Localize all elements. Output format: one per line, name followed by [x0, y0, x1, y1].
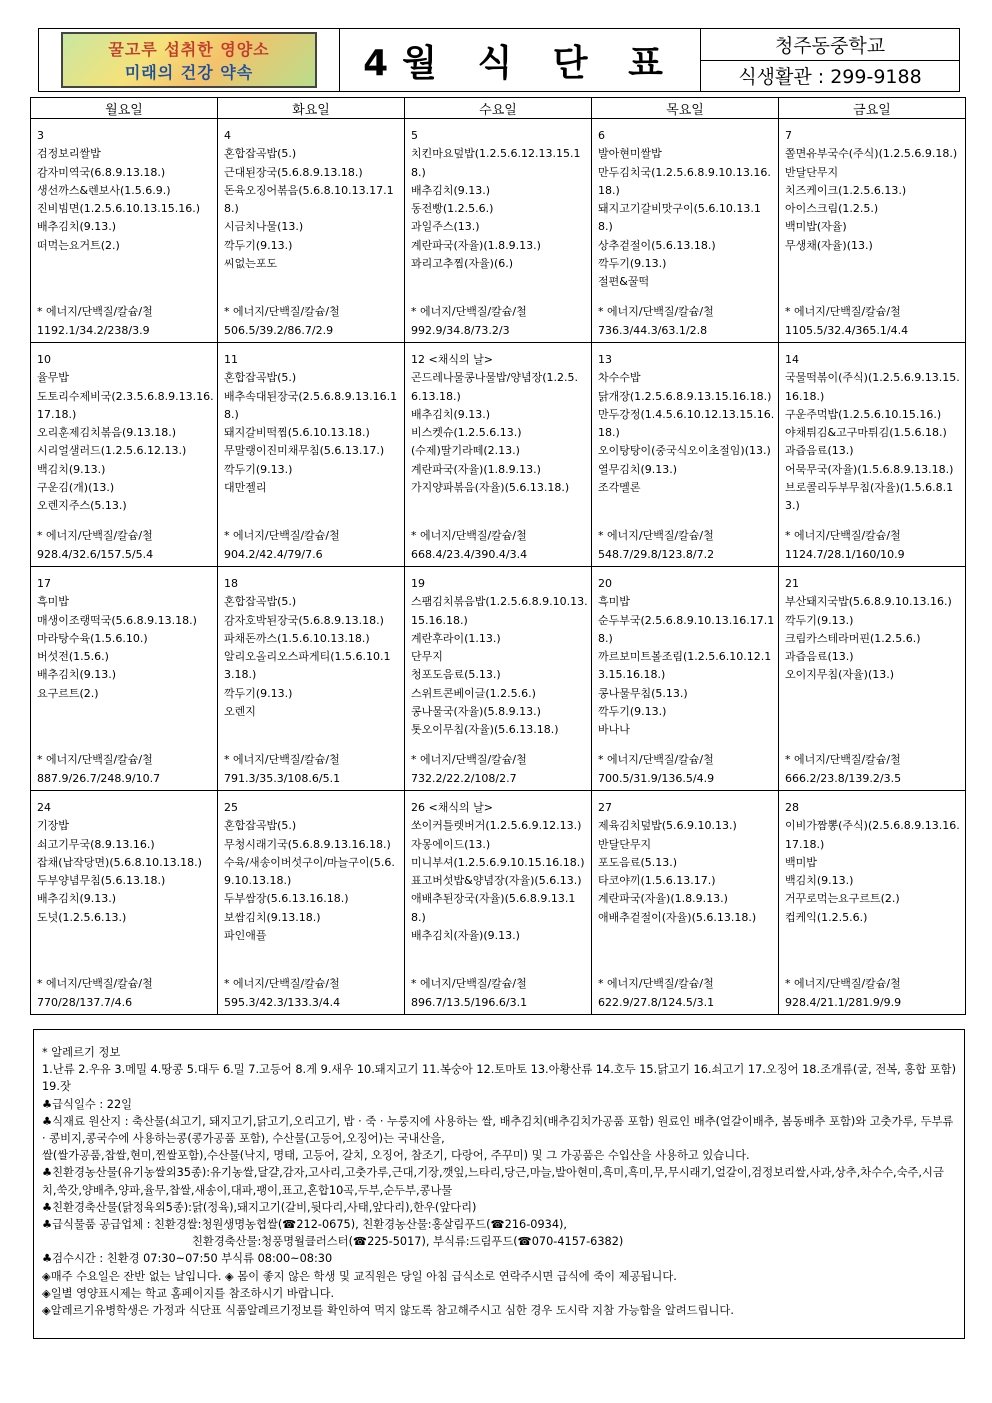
menu-item: 동전빵(1.2.5.6.) — [411, 202, 494, 216]
menu-item: 치즈케이크(1.2.5.6.13.) — [785, 183, 907, 197]
nutrition-info — [598, 975, 775, 1012]
day-cell — [31, 119, 218, 343]
day-cell — [592, 791, 779, 1015]
day-cell — [31, 343, 218, 567]
menu-item: 두부쌈장(5.6.13.16.18.) — [224, 892, 349, 906]
day-cell — [592, 343, 779, 567]
menu-item: 매생이조랭떡국(5.6.8.9.13.18.) — [37, 613, 197, 627]
day-date: 27 — [598, 801, 612, 814]
menu-item: 스팸김치볶음밥(1.2.5.6.8.9.10.13.15.16.18.) — [411, 595, 588, 627]
menu-item: 오이탕탕이(중국식오이초절임)(13.) — [598, 444, 771, 458]
menu-item: 깍두기(9.13.) — [224, 686, 293, 700]
nutrition-info — [411, 751, 588, 788]
menu-item: 배추김치(9.13.) — [37, 892, 117, 906]
menu-item: 어묵무국(자율)(1.5.6.8.9.13.18.) — [785, 462, 954, 476]
menu-item: 발아현미쌀밥 — [598, 147, 662, 161]
nutrition-values: 992.9/34.8/73.2/3 — [411, 323, 510, 337]
menu-item: 깍두기(9.13.) — [224, 462, 293, 476]
day-cell — [218, 791, 405, 1015]
menu-item: 시리얼샐러드(1.2.5.6.12.13.) — [37, 444, 187, 458]
menu-item: 돈육오징어볶음(5.6.8.10.13.17.18.) — [224, 183, 394, 216]
nutrition-label: * 에너지/단백질/칼슘/철 — [37, 305, 153, 319]
menu-item: 혼합잡곡밥(5.) — [224, 147, 297, 161]
nutrition-info — [224, 751, 401, 788]
day-date: 25 — [224, 801, 238, 814]
menu-item: 구운김(개)(13.) — [37, 481, 115, 495]
menu-item: 검정보리쌀밥 — [37, 147, 101, 161]
menu-item: 비스켓슈(1.2.5.6.13.) — [411, 426, 522, 440]
menu-item: 떠먹는요거트(2.) — [37, 238, 120, 252]
notice-line: 1.난류 2.우유 3.메밀 4.땅콩 5.대두 6.밀 7.고등어 8.게 9.새우 10.돼지고기 11.복숭아 12.토마토 13.아황산류 14.호두 15.닭고기 16.쇠고기 17.오징어 18.조개류(굴, 전복, 홍합 포함) 19.잣 — [42, 1063, 956, 1094]
menu-item: 아이스크림(1.2.5.) — [785, 202, 879, 216]
menu-item: 바나나 — [598, 723, 630, 737]
menu-item: 쇠고기무국(8.9.13.16.) — [37, 837, 155, 851]
menu-item: 무생채(자율)(13.) — [785, 238, 873, 252]
menu-item: 반달단무지 — [785, 165, 839, 179]
nutrition-info — [37, 751, 214, 788]
nutrition-info — [224, 527, 401, 564]
menu-item: 배추김치(9.13.) — [37, 668, 117, 682]
menu-item: 버섯전(1.5.6.) — [37, 650, 109, 664]
menu-item: 가지양파볶음(자율)(5.6.13.18.) — [411, 481, 570, 495]
day-cell — [405, 119, 592, 343]
nutrition-label: * 에너지/단백질/칼슘/철 — [224, 529, 340, 543]
header — [38, 28, 960, 92]
day-cell — [405, 791, 592, 1015]
menu-item: 잡채(납작당면)(5.6.8.10.13.18.) — [37, 855, 202, 869]
menu-item: 깍두기(9.13.) — [598, 705, 667, 719]
menu-item: 흑미밥 — [598, 595, 630, 609]
menu-item: 배추속대된장국(2.5.6.8.9.13.16.18.) — [224, 389, 398, 421]
menu-item: 율무밥 — [37, 371, 69, 385]
nutrition-values: 595.3/42.3/133.3/4.4 — [224, 995, 341, 1009]
nutrition-label: * 에너지/단백질/칼슘/철 — [411, 305, 527, 319]
day-cell — [779, 791, 966, 1015]
day-cell — [779, 343, 966, 567]
menu-item: 오리훈제김치볶음(9.13.18.) — [37, 426, 177, 440]
notice-line: ◈알레르기유병학생은 가정과 식단표 식품알레르기정보를 확인하여 먹지 않도록 참고해주시고 심한 경우 도시락 지참 가능함을 알려드립니다. — [42, 1304, 734, 1318]
notice-line: * 알레르기 정보 — [42, 1046, 121, 1059]
nutrition-label: * 에너지/단백질/칼슘/철 — [785, 305, 901, 319]
menu-item: 과즙음료(13.) — [785, 650, 854, 664]
day-date: 26 <채식의 날> — [411, 801, 493, 814]
menu-item: 감자호박된장국(5.6.8.9.13.18.) — [224, 613, 384, 627]
menu-item: 컵케익(1.2.5.6.) — [785, 910, 868, 924]
nutrition-values: 732.2/22.2/108/2.7 — [411, 771, 517, 785]
day-header: 금요일 — [779, 98, 966, 119]
menu-item: 혼합잡곡밥(5.) — [224, 595, 297, 609]
menu-item: 꽈리고추찜(자율)(6.) — [411, 257, 514, 271]
nutrition-label: * 에너지/단백질/칼슘/철 — [411, 529, 527, 543]
nutrition-label: * 에너지/단백질/칼슘/철 — [785, 529, 901, 543]
nutrition-info — [37, 975, 214, 1012]
menu-item: 기장밥 — [37, 819, 69, 833]
nutrition-label: * 에너지/단백질/칼슘/철 — [785, 753, 901, 767]
menu-item: 백김치(9.13.) — [785, 874, 854, 888]
menu-item: 배추김치(9.13.) — [37, 220, 117, 234]
menu-item: 치킨마요덮밥(1.2.5.6.12.13.15.18.) — [411, 147, 581, 179]
nutrition-info — [785, 527, 962, 564]
menu-item: 브로콜리두부무침(자율)(1.5.6.8.13.) — [785, 481, 954, 513]
day-cell — [405, 567, 592, 791]
menu-item: 백미밥 — [785, 855, 817, 869]
menu-item: 깍두기(9.13.) — [598, 257, 667, 271]
nutrition-info — [411, 527, 588, 564]
nutrition-label: * 에너지/단백질/칼슘/철 — [598, 753, 714, 767]
menu-item: 요구르트(2.) — [37, 686, 99, 700]
nutrition-info — [411, 303, 588, 340]
week-row — [31, 791, 966, 1015]
menu-item: 보쌈김치(9.13.18.) — [224, 910, 321, 924]
menu-item: 조각멜론 — [598, 481, 641, 495]
menu-item: 만두강정(1.4.5.6.10.12.13.15.16.18.) — [598, 407, 775, 440]
nutrition-label: * 에너지/단백질/칼슘/철 — [785, 977, 901, 991]
menu-item: 애배추겉절이(자율)(5.6.13.18.) — [598, 910, 757, 924]
menu-item: 만두김치국(1.2.5.6.8.9.10.13.16.18.) — [598, 165, 771, 197]
logo-slogan-1: 꿀고루 섭취한 영양소 — [108, 40, 270, 59]
menu-item: 마라탕수육(1.5.6.10.) — [37, 631, 148, 645]
menu-item: 백미밥(자율) — [785, 220, 847, 234]
menu-item: 오이지무침(자율)(13.) — [785, 668, 895, 682]
logo-slogan-2: 미래의 건강 약속 — [124, 63, 254, 82]
menu-item: 미니부셔(1.2.5.6.9.10.15.16.18.) — [411, 855, 585, 869]
week-row — [31, 119, 966, 343]
menu-item: 계란파국(자율)(1.8.9.13.) — [411, 238, 541, 252]
day-date: 28 — [785, 801, 799, 814]
logo-banner — [61, 32, 317, 88]
day-date: 24 — [37, 801, 51, 814]
notice-line: ♣급식물품 공급업체 : 친환경쌀:청원생명농협쌀(☎212-0675), 친환경농산물:홍살림푸드(☎216-0934), — [42, 1218, 568, 1232]
nutrition-label: * 에너지/단백질/칼슘/철 — [37, 529, 153, 543]
notes-box — [33, 1029, 965, 1339]
menu-item: 흑미밥 — [37, 595, 69, 609]
nutrition-info — [785, 303, 962, 340]
nutrition-values: 622.9/27.8/124.5/3.1 — [598, 995, 715, 1009]
day-header: 화요일 — [218, 98, 405, 119]
menu-item: 닭개장(1.2.5.6.8.9.13.15.16.18.) — [598, 389, 772, 403]
menu-item: 배추김치(9.13.) — [411, 183, 491, 197]
notice-line: ◈일별 영양표시제는 학교 홈페이지를 참조하시기 바랍니다. — [42, 1286, 335, 1300]
nutrition-values: 928.4/32.6/157.5/5.4 — [37, 547, 154, 561]
nutrition-label: * 에너지/단백질/칼슘/철 — [598, 305, 714, 319]
menu-item: 계란후라이(1.13.) — [411, 631, 501, 645]
day-date: 19 — [411, 577, 425, 590]
nutrition-label: * 에너지/단백질/칼슘/철 — [411, 977, 527, 991]
notice-line: 친환경축산물:청풍명월클러스터(☎225-5017), 부식류:드림푸드(☎070-4157-6382) — [192, 1235, 624, 1249]
day-header: 수요일 — [405, 98, 592, 119]
day-cell — [779, 119, 966, 343]
nutrition-info — [598, 751, 775, 788]
day-date: 6 — [598, 129, 605, 142]
day-cell — [779, 567, 966, 791]
nutrition-info — [785, 975, 962, 1012]
menu-item: 이비가짬뽕(주식)(2.5.6.8.9.13.16.17.18.) — [785, 819, 960, 851]
day-cell — [218, 119, 405, 343]
menu-item: 곤드레나물콩나물밥/양념장(1.2.5.6.13.18.) — [411, 371, 578, 403]
menu-item: 파인애플 — [224, 929, 267, 943]
day-date: 10 — [37, 353, 51, 366]
menu-item: 스위트콘베이글(1.2.5.6.) — [411, 686, 536, 700]
menu-item: 계란파국(자율)(1.8.9.13.) — [411, 462, 541, 476]
nutrition-values: 887.9/26.7/248.9/10.7 — [37, 771, 161, 785]
nutrition-label: * 에너지/단백질/칼슘/철 — [224, 977, 340, 991]
menu-item: 제육김치덮밥(5.6.9.10.13.) — [598, 819, 737, 833]
day-cell — [31, 791, 218, 1015]
nutrition-label: * 에너지/단백질/칼슘/철 — [598, 977, 714, 991]
nutrition-values: 1124.7/28.1/160/10.9 — [785, 547, 905, 561]
nutrition-info — [37, 527, 214, 564]
menu-item: 국물떡볶이(주식)(1.2.5.6.9.13.15.16.18.) — [785, 371, 960, 403]
menu-item: 타코야끼(1.5.6.13.17.) — [598, 874, 716, 888]
nutrition-label: * 에너지/단백질/칼슘/철 — [598, 529, 714, 543]
notice-line: ♣급식일수 : 22일 — [42, 1097, 133, 1111]
day-cell — [592, 567, 779, 791]
menu-item: 구운주먹밥(1.2.5.6.10.15.16.) — [785, 407, 942, 421]
menu-item: 까르보미트볼조림(1.2.5.6.10.12.13.15.16.18.) — [598, 650, 772, 682]
menu-item: 진비빔면(1.2.5.6.10.13.15.16.) — [37, 202, 201, 216]
menu-item: (수제)딸기라떼(2.13.) — [411, 444, 520, 458]
nutrition-values: 666.2/23.8/139.2/3.5 — [785, 771, 902, 785]
nutrition-label: * 에너지/단백질/칼슘/철 — [224, 753, 340, 767]
cafeteria-phone: 식생활관 : 299-9188 — [701, 60, 959, 92]
nutrition-info — [411, 975, 588, 1012]
menu-item: 알리오올리오스파게티(1.5.6.10.13.18.) — [224, 650, 391, 682]
day-date: 18 — [224, 577, 238, 590]
day-header-row — [31, 98, 966, 119]
week-row — [31, 343, 966, 567]
menu-item: 생선까스&렌보사(1.5.6.9.) — [37, 183, 171, 197]
day-date: 4 — [224, 129, 231, 142]
nutrition-label: * 에너지/단백질/칼슘/철 — [411, 753, 527, 767]
menu-item: 혼합잡곡밥(5.) — [224, 371, 297, 385]
nutrition-info — [37, 303, 214, 340]
menu-item: 무말랭이진미채무침(5.6.13.17.) — [224, 444, 385, 458]
menu-item: 혼합잡곡밥(5.) — [224, 819, 297, 833]
menu-item: 열무김치(9.13.) — [598, 462, 678, 476]
day-header: 목요일 — [592, 98, 779, 119]
menu-item: 두부양념무침(5.6.13.18.) — [37, 874, 166, 888]
nutrition-info — [224, 975, 401, 1012]
menu-item: 부산돼지국밥(5.6.8.9.10.13.16.) — [785, 595, 952, 609]
menu-item: 청포도음료(5.13.) — [411, 668, 501, 682]
menu-item: 애배추된장국(자율)(5.6.8.9.13.18.) — [411, 892, 576, 924]
day-date: 3 — [37, 129, 44, 142]
menu-item: 자몽에이드(13.) — [411, 837, 491, 851]
day-cell — [218, 567, 405, 791]
menu-item: 표고버섯밥&양념장(자율)(5.6.13.) — [411, 874, 582, 888]
notice-line: 쌀(쌀가공품,찹쌀,현미,찐쌀포함),수산물(낙지, 명태, 고등어, 갈치, 오징어, 참조기, 다랑어, 주꾸미) 및 그 가공품은 수입산을 사용하고 있습니다. — [42, 1149, 750, 1163]
menu-item: 오렌지주스(5.13.) — [37, 499, 127, 513]
menu-item: 무청시래기국(5.6.8.9.13.16.18.) — [224, 837, 391, 851]
menu-item: 파채돈까스(1.5.6.10.13.18.) — [224, 631, 370, 645]
menu-item: 배추김치(자율)(9.13.) — [411, 929, 520, 943]
nutrition-info — [598, 303, 775, 340]
day-date: 5 — [411, 129, 418, 142]
menu-table — [30, 97, 966, 1015]
menu-item: 콩나물무침(5.13.) — [598, 686, 688, 700]
menu-item: 깍두기(9.13.) — [785, 613, 854, 627]
menu-item: 차수수밥 — [598, 371, 641, 385]
nutrition-values: 770/28/137.7/4.6 — [37, 995, 133, 1009]
day-date: 7 — [785, 129, 792, 142]
menu-item: 근대된장국(5.6.8.9.13.18.) — [224, 165, 363, 179]
menu-item: 야채튀김&고구마튀김(1.5.6.18.) — [785, 426, 947, 440]
day-header: 월요일 — [31, 98, 218, 119]
menu-item: 톳오이무침(자율)(5.6.13.18.) — [411, 723, 559, 737]
nutrition-values: 506.5/39.2/86.7/2.9 — [224, 323, 334, 337]
menu-item: 쫄면유부국수(주식)(1.2.5.6.9.18.) — [785, 147, 958, 161]
day-cell — [218, 343, 405, 567]
day-cell — [592, 119, 779, 343]
menu-item: 백김치(9.13.) — [37, 462, 106, 476]
day-cell — [31, 567, 218, 791]
menu-item: 콩나물국(자율)(5.8.9.13.) — [411, 705, 541, 719]
nutrition-values: 904.2/42.4/79/7.6 — [224, 547, 323, 561]
menu-item: 돼지고기갈비맛구이(5.6.10.13.18.) — [598, 202, 761, 234]
menu-item: 과일주스(13.) — [411, 220, 480, 234]
notice-line: ♣친환경축산물(닭정육외5종):닭(정육),돼지고기(갈비,뒷다리,사태,앞다리),한우(앞다리) — [42, 1200, 477, 1214]
nutrition-info — [598, 527, 775, 564]
notice-line: ♣검수시간 : 친환경 07:30~07:50 부식류 08:00~08:30 — [42, 1252, 333, 1266]
menu-item: 감자미역국(6.8.9.13.18.) — [37, 165, 166, 179]
menu-item: 오렌지 — [224, 705, 256, 719]
menu-item: 반달단무지 — [598, 837, 652, 851]
menu-item: 도넛(1.2.5.6.13.) — [37, 910, 127, 924]
school-info — [701, 29, 959, 91]
menu-item: 쏘이커틀렛버거(1.2.5.6.9.12.13.) — [411, 819, 582, 833]
school-name: 청주동중학교 — [774, 34, 886, 57]
notice-line: ♣친환경농산물(유기농쌀외35종):유기농쌀,달걀,감자,고사리,고춧가루,근대,기장,깻잎,느타리,당근,마늘,발아현미,흑미,흑미,무,무시래기,얼갈이,검정보리쌀,사과,상추,차수수,숙주,시금치,쑥갓,양배추,양파,율무,찹쌀,새송이,대파,팽이,표고,혼합10곡,두부,순두부,콩나물 — [42, 1166, 944, 1197]
day-date: 13 — [598, 353, 612, 366]
nutrition-values: 896.7/13.5/196.6/3.1 — [411, 995, 528, 1009]
nutrition-values: 1105.5/32.4/365.1/4.4 — [785, 323, 909, 337]
nutrition-values: 791.3/35.3/108.6/5.1 — [224, 771, 341, 785]
nutrition-info — [785, 751, 962, 788]
page-title: 4월 식 단 표 — [340, 29, 701, 91]
day-date: 21 — [785, 577, 799, 590]
menu-item: 과즙음료(13.) — [785, 444, 854, 458]
menu-item: 절편&꿀떡 — [598, 275, 650, 289]
logo-area — [39, 29, 340, 91]
nutrition-label: * 에너지/단백질/칼슘/철 — [224, 305, 340, 319]
day-date: 20 — [598, 577, 612, 590]
menu-item: 단무지 — [411, 650, 443, 664]
day-cell — [405, 343, 592, 567]
menu-item: 도토리수제비국(2.3.5.6.8.9.13.16.17.18.) — [37, 389, 214, 421]
day-date: 11 — [224, 353, 238, 366]
menu-item: 순두부국(2.5.6.8.9.10.13.16.17.18.) — [598, 613, 775, 645]
nutrition-values: 928.4/21.1/281.9/9.9 — [785, 995, 902, 1009]
menu-item: 씨없는포도 — [224, 257, 278, 271]
nutrition-values: 548.7/29.8/123.8/7.2 — [598, 547, 715, 561]
menu-item: 크림카스테라머핀(1.2.5.6.) — [785, 631, 921, 645]
menu-item: 거꾸로먹는요구르트(2.) — [785, 892, 900, 906]
nutrition-values: 736.3/44.3/63.1/2.8 — [598, 323, 708, 337]
notice-line: ◈매주 수요일은 잔반 없는 날입니다. ◈ 몸이 좋지 않은 학생 및 교직원은 당일 아침 급식소로 연락주시면 급식에 죽이 제공됩니다. — [42, 1269, 677, 1283]
menu-item: 수육/새송이버섯구이/마늘구이(5.6.9.10.13.18.) — [224, 855, 395, 888]
menu-item: 대만젤리 — [224, 481, 267, 495]
menu-item: 포도음료(5.13.) — [598, 855, 678, 869]
menu-item: 시금치나물(13.) — [224, 220, 304, 234]
nutrition-values: 668.4/23.4/390.4/3.4 — [411, 547, 528, 561]
day-date: 12 <채식의 날> — [411, 353, 493, 366]
menu-item: 깍두기(9.13.) — [224, 238, 293, 252]
menu-item: 계란파국(자율)(1.8.9.13.) — [598, 892, 728, 906]
week-row — [31, 567, 966, 791]
nutrition-label: * 에너지/단백질/칼슘/철 — [37, 753, 153, 767]
menu-item: 돼지갈비떡찜(5.6.10.13.18.) — [224, 426, 370, 440]
menu-item: 배추김치(9.13.) — [411, 407, 491, 421]
day-date: 14 — [785, 353, 799, 366]
day-date: 17 — [37, 577, 51, 590]
menu-item: 상추겉절이(5.6.13.18.) — [598, 238, 716, 252]
nutrition-label: * 에너지/단백질/칼슘/철 — [37, 977, 153, 991]
nutrition-info — [224, 303, 401, 340]
nutrition-values: 700.5/31.9/136.5/4.9 — [598, 771, 715, 785]
notice-line: ♣식재료 원산지 : 축산물(쇠고기, 돼지고기,닭고기,오리고기, 밥 · 죽 · 누룽지에 사용하는 쌀, 배추김치(배추김치가공품 포함) 원료인 배추(얼갈이배추, 봄동배추 포함)와 고춧가루, 두부류 · 콩비지,콩국수에 사용하는콩(콩가공품 포함), 수산물(고등어,오징어)는 국내산을, — [42, 1114, 954, 1146]
nutrition-values: 1192.1/34.2/238/3.9 — [37, 323, 150, 337]
